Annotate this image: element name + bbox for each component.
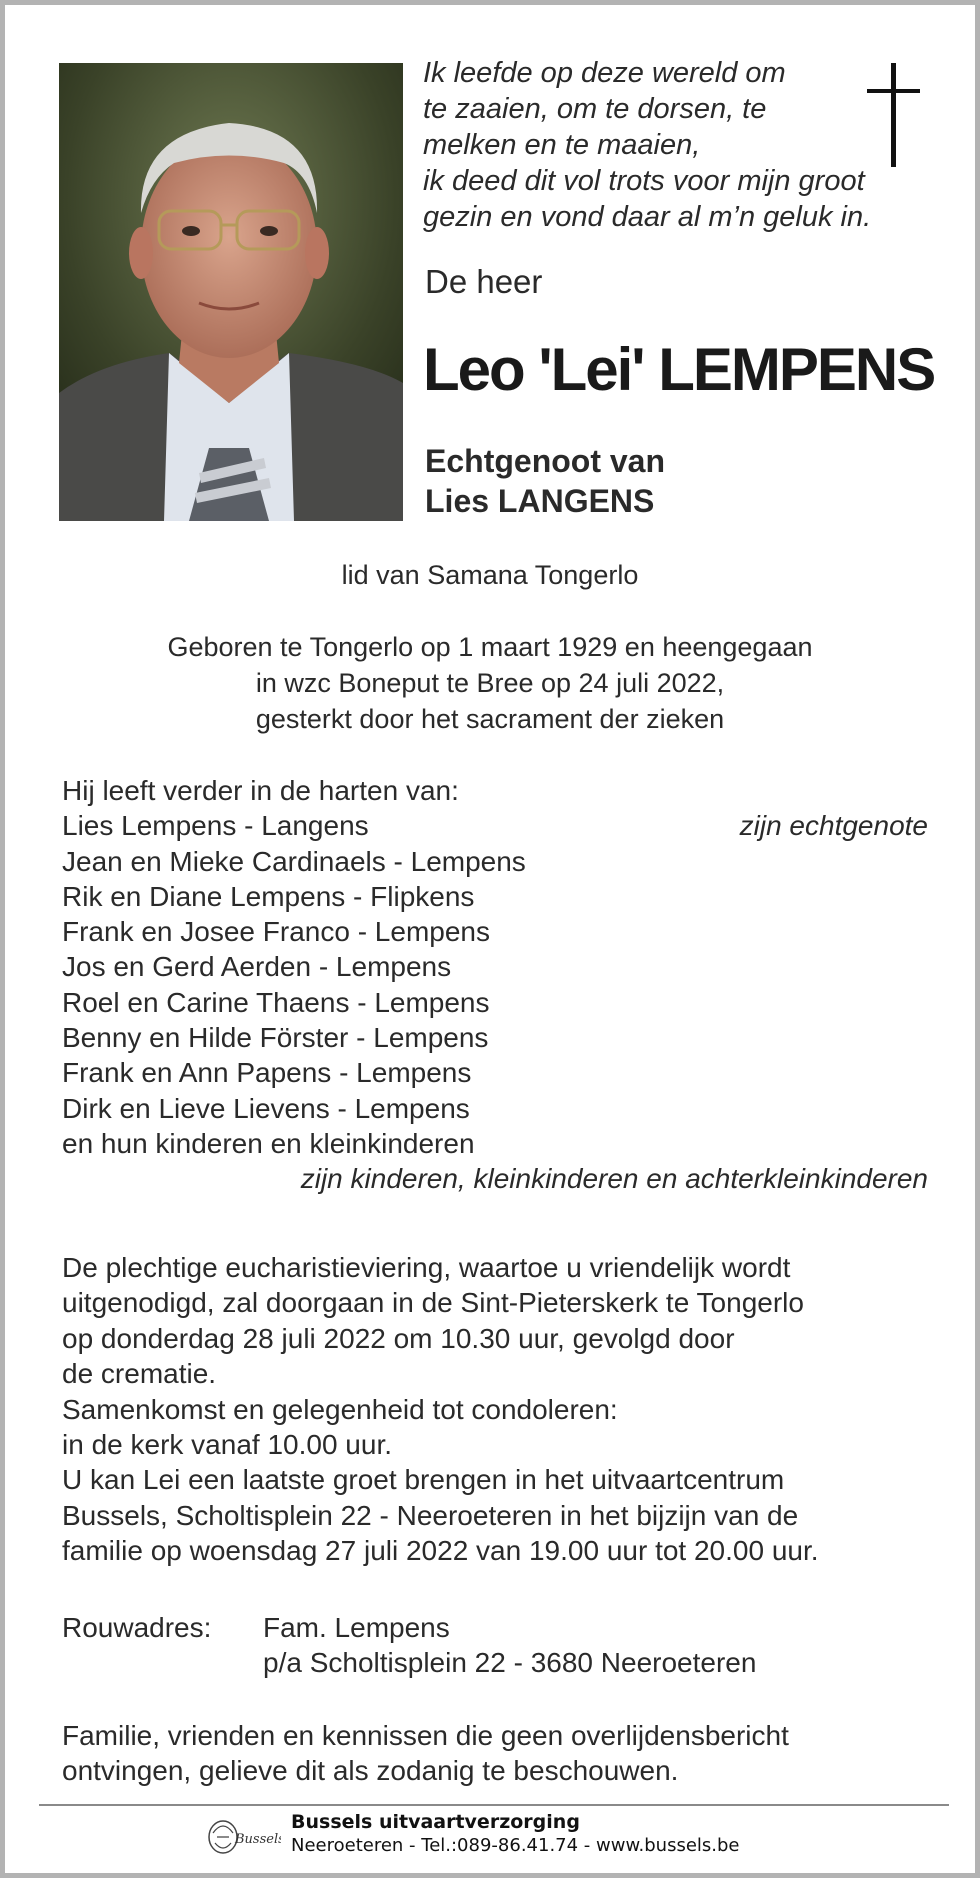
children-role: zijn kinderen, kleinkinderen en achterkleinkinderen [300,1163,928,1195]
poem-line: Ik leefde op deze wereld om [423,57,786,89]
service-line: U kan Lei een laatste groet brengen in het uitvaartcentrum [62,1464,785,1496]
deceased-name: Leo 'Lei' LEMPENS [423,336,935,403]
list-item: Frank en Ann Papens - Lempens [62,1057,472,1089]
company-contact: Neeroeteren - Tel.:089-86.41.74 - www.bussels.be [291,1835,740,1856]
poem-line: gezin en vond daar al m’n geluk in. [423,201,872,233]
survivors-list [62,773,928,1197]
company-name: Bussels uitvaartverzorging [291,1811,580,1833]
list-item: en hun kinderen en kleinkinderen [62,1127,475,1159]
birth-details [5,629,975,737]
closing-line: ontvingen, gelieve dit als zodanig te beschouwen. [62,1755,679,1787]
closing-line: Familie, vrienden en kennissen die geen overlijdensbericht [62,1720,789,1751]
service-line: op donderdag 28 juli 2022 om 10.30 uur, gevolgd door [62,1322,735,1354]
list-item: Frank en Josee Franco - Lempens [62,916,490,948]
cross-icon [861,63,925,167]
service-line: uitgenodigd, zal doorgaan in de Sint-Pieterskerk te Tongerlo [62,1287,804,1319]
closing-note [62,1718,789,1789]
survivors-intro: Hij leeft verder in de harten van: [62,775,459,806]
service-line: familie op woensdag 27 juli 2022 van 19.00 uur tot 20.00 uur. [62,1535,819,1567]
list-item: Roel en Carine Thaens - Lempens [62,986,490,1018]
logo-text: Bussels [235,1832,281,1847]
service-line: De plechtige eucharistieviering, waartoe u vriendelijk wordt [62,1252,791,1283]
service-line: in de kerk vanaf 10.00 uur. [62,1429,392,1461]
list-item: Jean en Mieke Cardinaels - Lempens [62,845,526,877]
spouse-block [425,441,665,521]
salutation: De heer [425,263,543,300]
address-line: p/a Scholtisplein 22 - 3680 Neeroeteren [263,1647,757,1678]
list-item: Benny en Hilde Förster - Lempens [62,1022,489,1054]
spouse-role: zijn echtgenote [739,810,928,842]
address-value [263,1610,756,1680]
spouse-entry: Lies Lempens - Langens [62,810,369,842]
service-details [62,1250,942,1569]
list-item: Jos en Gerd Aerden - Lempens [62,951,452,983]
birth-line: gesterkt door het sacrament der zieken [255,704,725,734]
membership: lid van Samana Tongerlo [341,560,639,590]
service-line: de crematie. [62,1358,217,1390]
address-line: Fam. Lempens [263,1612,450,1643]
spouse-name: Lies LANGENS [425,483,655,519]
poem-line: melken en te maaien, [423,129,701,161]
address-label: Rouwadres: [62,1612,212,1643]
company-logo [205,1813,281,1861]
list-item: Dirk en Lieve Lievens - Lempens [62,1092,470,1124]
list-item [62,808,928,843]
spouse-line: Echtgenoot van [425,443,666,479]
footer [291,1811,740,1857]
service-line: Samenkomst en gelegenheid tot condoleren: [62,1393,618,1425]
poem-line: ik deed dit vol trots voor mijn groot [423,165,865,197]
birth-line: Geboren te Tongerlo op 1 maart 1929 en heengegaan [167,632,813,662]
birth-line: in wzc Boneput te Bree op 24 juli 2022, [255,668,725,698]
service-line: Bussels, Scholtisplein 22 - Neeroeteren in het bijzijn van de [62,1499,799,1531]
footer-divider [39,1804,949,1806]
poem-line: te zaaien, om te dorsen, te [423,93,767,125]
list-item: Rik en Diane Lempens - Flipkens [62,880,475,912]
portrait-photo [59,63,403,521]
